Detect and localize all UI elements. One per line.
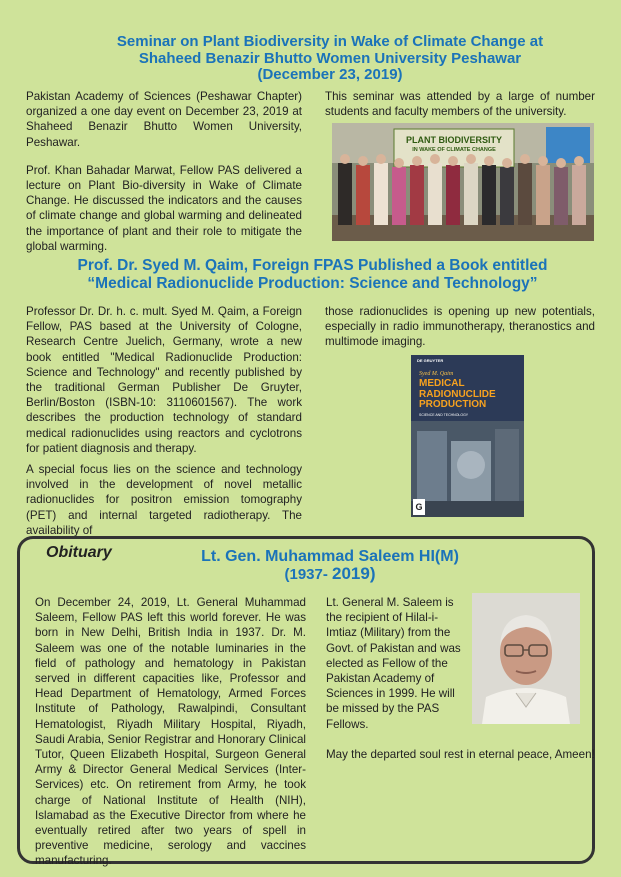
obituary-years-end: 2019) [332,564,376,583]
obituary-closing [326,747,596,762]
obituary-paragraph-1: On December 24, 2019, Lt. General Muhammad Saleem, Fellow PAS left this world forever. He was born in New Delhi, British India in 1937. Dr. M. Saleem was one of the notable luminaries in the field of pathology and hematology in Pakistan served in different capacities like, Professor and Head Department of Hematology, Armed Forces Institute of Pathology, Rawalpindi, Consultant Hematologist, Riyadh Military Hospital, Riyadh, Saudi Arabia, Senior Registrar and Honorary Clinical Tutor, Queen Elizabeth Hospital, Surgeon General Army & Director General Medical Services (Inter-Services) etc. On retirement from Army, he took charge of National Institute of Health (NIH), Islamabad as the Executive Director from where he eventually retired after two years of spell in preventive medicine, serology and vaccines manufacturing. [35,596,306,868]
book-cover-title-line2: RADIONUCLIDE [419,388,496,400]
seminar-group-photo [332,123,594,241]
seminar-left-column [26,89,302,254]
book-cover-publisher: DE GRUYTER [417,358,444,363]
obituary-paragraph-2: Lt. General M. Saleem is the recipient of Hilal-i-Imtiaz (Military) from the Govt. of Pakistan and was elected as Fellow of the Pakistan Academy of Sciences in 1999. He will be missed by the PAS Fellows. [326,596,461,731]
obituary-name: Lt. Gen. Muhammad Saleem HI(M) [201,548,459,565]
seminar-banner [394,135,514,155]
obituary-left-column [35,595,306,869]
book-cover-author: Syed M. Qaim [419,371,454,377]
book-paragraph-3: those radionuclides is opening up new potentials, especially in radio immunotherapy, theranostics and multimode imaging. [325,305,595,349]
obituary-years [180,565,480,583]
seminar-paragraph-1: Pakistan Academy of Sciences (Peshawar Chapter) organized a one day event on December 23, 2019 at Shaheed Benazir Bhutto Women University, Peshawar. [26,90,302,149]
seminar-right-column [325,89,595,119]
book-cover-logo: G [413,499,425,515]
book-cover-title-line1: MEDICAL [419,378,465,389]
book-title-line1: Prof. Dr. Syed M. Qaim, Foreign FPAS Published a Book entitled [77,257,548,274]
obituary-middle-column [326,595,467,732]
obituary-paragraph-3: May the departed soul rest in eternal peace, Ameen! [326,748,595,761]
seminar-title-line3: (December 23, 2019) [257,66,403,83]
obituary-title [180,548,480,583]
obituary-portrait [472,593,580,724]
seminar-paragraph-2: Prof. Khan Bahadar Marwat, Fellow PAS delivered a lecture on Plant Bio-diversity in Wake of Climate Change. He discussed the indicators and the causes of climate change and global warming and delineated the importance of plant and their role to mitigate the global warming. [26,163,302,253]
book-cover-title [419,379,496,411]
book-cover-subtitle: SCIENCE AND TECHNOLOGY [419,413,469,417]
book-paragraph-1: Professor Dr. Dr. h. c. mult. Syed M. Qaim, a Foreign Fellow, PAS based at the University of Cologne, Research Centre Juelich, Germany, wrote a new book entitled "Medical Radionuclide Production: Science and Technology" and recently published by the traditional German Publisher De Gruyter, Berlin/Boston (ISBN-10: 3110601567). The work describes the production technology of standard medical radionuclides using reactors and cyclotrons for patient diagnosis and therapy. [26,305,302,455]
seminar-title [60,34,600,84]
seminar-banner-line1: PLANT BIODIVERSITY [405,135,502,145]
book-left-column [26,304,302,538]
book-right-column [325,304,595,350]
book-cover [411,355,524,517]
book-cover-lab-image [411,421,524,517]
book-title [30,257,595,293]
obituary-label: Obituary [46,544,112,561]
obituary-years-start: (1937- [284,566,333,583]
seminar-title-line1: Seminar on Plant Biodiversity in Wake of Climate Change at [116,33,544,50]
seminar-paragraph-3: This seminar was attended by a large of number students and faculty members of the university. [325,90,595,119]
seminar-title-line2: Shaheed Benazir Bhutto Women University Peshawar [138,49,522,67]
seminar-banner-line2: IN WAKE OF CLIMATE CHANGE [412,147,496,153]
book-title-line2: “Medical Radionuclide Production: Science and Technology” [87,275,538,292]
book-paragraph-2: A special focus lies on the science and technology involved in the development of novel metallic radionuclides for positron emission tomography (PET) and internal targeted radiotherapy. The availability of [26,463,302,537]
portrait-illustration [472,593,580,724]
book-cover-title-line3: PRODUCTION [419,399,487,410]
